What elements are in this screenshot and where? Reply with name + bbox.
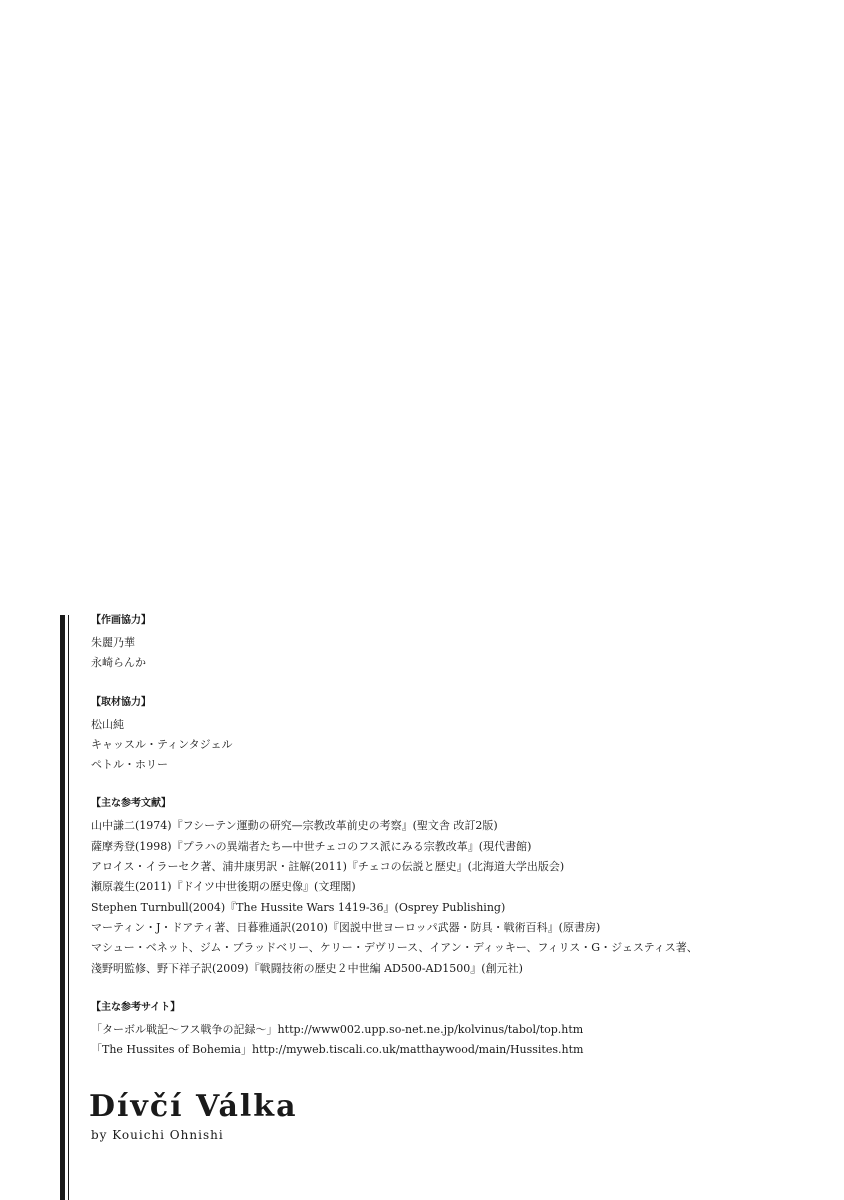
section-heading: 【取材協力】	[91, 696, 151, 708]
reference-site-entry: 「ターボル戦記〜フス戦争の記録〜」http://www002.upp.so-net.ne.jp/kolvinus/tabol/top.htm	[91, 1022, 584, 1036]
reference-entry: 山中謙二(1974)『フシーテン運動の研究—宗教改革前史の考察』(聖文舎 改訂2版)	[91, 819, 498, 833]
credit-entry: ペトル・ホリー	[91, 758, 168, 772]
credits-block	[91, 614, 831, 1082]
section-heading: 【主な参考サイト】	[91, 1001, 181, 1013]
section-art-assistance	[91, 614, 831, 674]
reference-entry: アロイス・イラーセク著、浦井康男訳・註解(2011)『チェコの伝説と歴史』(北海道大学出版会)	[91, 860, 565, 874]
title-logo: Dívčí Válka	[89, 1089, 298, 1124]
reference-site-entry: 「The Hussites of Bohemia」http://myweb.tiscali.co.uk/matthaywood/main/Hussites.htm	[91, 1043, 584, 1057]
author-byline: by Kouichi Ohnishi	[91, 1128, 224, 1142]
margin-rule-thick	[60, 615, 65, 1200]
credit-entry: 松山純	[91, 717, 124, 731]
reference-entry: 瀬原義生(2011)『ドイツ中世後期の歴史像』(文理閣)	[91, 880, 356, 894]
credit-entry: 朱麗乃華	[91, 636, 135, 649]
section-heading: 【主な参考文献】	[91, 798, 171, 810]
reference-entry: マシュー・ベネット、ジム・ブラッドベリー、ケリー・デヴリース、イアン・ディッキー、フィリス・G・ジェスティス著、	[91, 941, 698, 955]
section-heading: 【作画協力】	[91, 615, 151, 626]
reference-entry: Stephen Turnbull(2004)『The Hussite Wars 1419-36』(Osprey Publishing)	[91, 900, 506, 914]
section-references	[91, 797, 831, 978]
section-reference-sites	[91, 1001, 831, 1061]
reference-entry: 淺野明監修、野下祥子訳(2009)『戦闘技術の歴史２中世編 AD500-AD1500』(創元社)	[91, 961, 523, 975]
section-research-assistance	[91, 696, 831, 776]
credit-entry: 永崎らんか	[91, 656, 146, 670]
reference-entry: 薩摩秀登(1998)『プラハの異端者たち—中世チェコのフス派にみる宗教改革』(現代書館)	[91, 839, 532, 853]
credit-entry: キャッスル・ティンタジェル	[91, 737, 233, 751]
margin-rule-thin	[68, 615, 69, 1200]
reference-entry: マーティン・J・ドアティ著、日暮雅通訳(2010)『図説中世ヨーロッパ武器・防具・戦術百科』(原書房)	[91, 920, 601, 934]
